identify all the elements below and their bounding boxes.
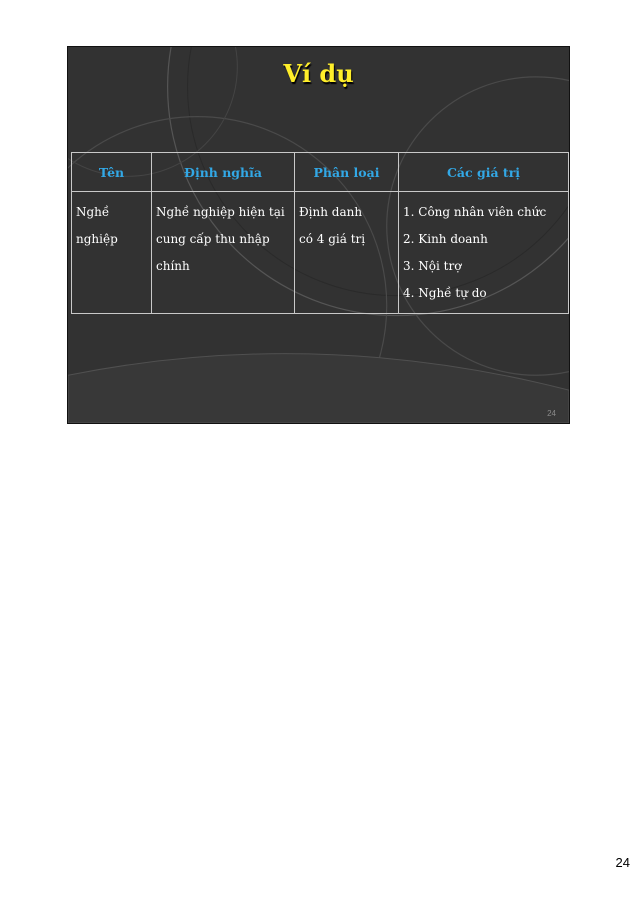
slide-number: 24: [547, 409, 556, 418]
cell-line: 2. Kinh doanh: [403, 232, 488, 246]
cell-line: Nghề: [76, 205, 110, 219]
table-header-row: [72, 153, 569, 192]
cell-line: 3. Nội trợ: [403, 259, 462, 273]
cell-line: Định danh: [299, 205, 363, 219]
header-definition: Định nghĩa: [152, 153, 295, 192]
table-row: [72, 192, 569, 314]
slide-title: Ví dụ: [283, 59, 354, 88]
cell-line: nghiệp: [76, 232, 118, 246]
cell-line: chính: [156, 259, 190, 273]
cell-classification: [295, 192, 399, 314]
header-classification: Phân loại: [295, 153, 399, 192]
cell-line: có 4 giá trị: [299, 232, 366, 246]
cell-line: 4. Nghề tự do: [403, 286, 487, 300]
example-table: [71, 152, 569, 314]
cell-definition: [152, 192, 295, 314]
cell-line: Nghề nghiệp hiện tại: [156, 205, 285, 219]
header-values: Các giá trị: [399, 153, 569, 192]
slide: [67, 46, 570, 424]
page-number: 24: [615, 855, 630, 870]
cell-line: cung cấp thu nhập: [156, 232, 270, 246]
cell-line: 1. Công nhân viên chức: [403, 205, 547, 219]
cell-name: [72, 192, 152, 314]
header-name: Tên: [72, 153, 152, 192]
cell-values: [399, 192, 569, 314]
